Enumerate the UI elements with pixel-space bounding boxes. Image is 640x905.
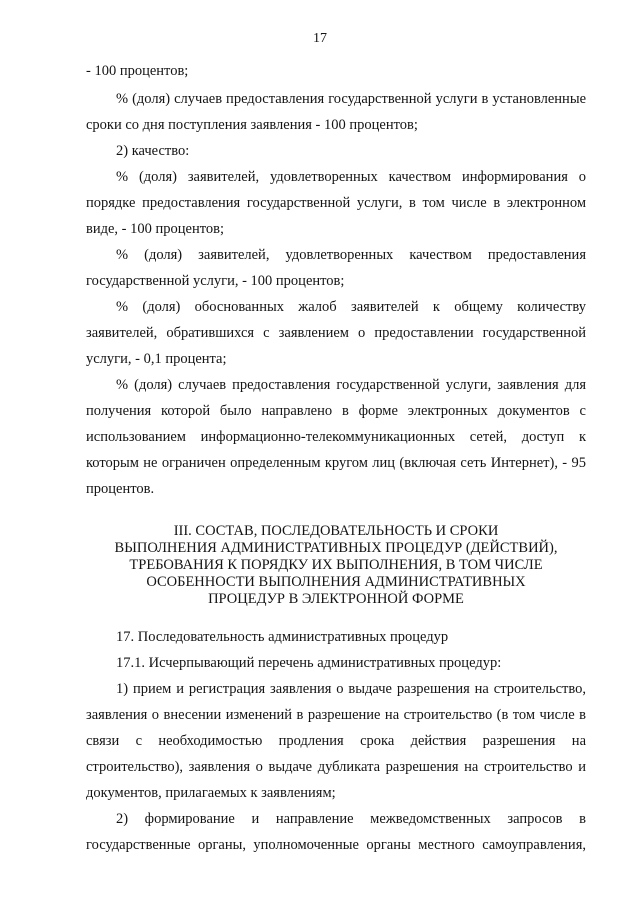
list-item-line: связи с необходимостью продления срока действия разрешения на <box>86 733 586 749</box>
list-item-line: 2) формирование и направление межведомственных запросов в <box>116 811 586 827</box>
paragraph-line: % (доля) случаев предоставления государственной услуги в установленные <box>116 91 586 107</box>
paragraph-line: виде, - 100 процентов; <box>86 221 224 237</box>
list-item-line: документов, прилагаемых к заявлениям; <box>86 785 336 801</box>
section-heading-line: ВЫПОЛНЕНИЯ АДМИНИСТРАТИВНЫХ ПРОЦЕДУР (ДЕЙСТВИЙ), <box>114 540 558 556</box>
paragraph-line: государственной услуги, - 100 процентов; <box>86 273 345 289</box>
paragraph-line: которым не ограничен определенным кругом лиц (включая сеть Интернет), - 95 <box>86 455 586 471</box>
clause-title: 17. Последовательность административных процедур <box>116 629 449 645</box>
paragraph-line: порядке предоставления государственной услуги, в том числе в электронном <box>86 195 586 211</box>
paragraph-line: 2) качество: <box>116 143 190 159</box>
paragraph-line: заявителей, обратившихся с заявлением о предоставлении государственной <box>86 325 586 341</box>
page-number: 17 <box>313 31 327 46</box>
list-item-line: 1) прием и регистрация заявления о выдаче разрешения на строительство, <box>116 681 586 697</box>
paragraph-line: услуги, - 0,1 процента; <box>86 351 227 367</box>
paragraph-line: % (доля) случаев предоставления государственной услуги, заявления для <box>116 377 586 393</box>
section-heading-line: ОСОБЕННОСТИ ВЫПОЛНЕНИЯ АДМИНИСТРАТИВНЫХ <box>146 574 526 590</box>
paragraph-line: % (доля) заявителей, удовлетворенных качеством информирования о <box>116 169 586 185</box>
paragraph-line: - 100 процентов; <box>86 63 189 79</box>
section-heading-line: III. СОСТАВ, ПОСЛЕДОВАТЕЛЬНОСТЬ И СРОКИ <box>173 523 499 539</box>
list-item-line: строительство), заявления о выдаче дубликата разрешения на строительство и <box>86 759 586 775</box>
clause-subtitle: 17.1. Исчерпывающий перечень административных процедур: <box>116 655 502 671</box>
section-heading-line: ПРОЦЕДУР В ЭЛЕКТРОННОЙ ФОРМЕ <box>208 591 464 607</box>
section-heading-line: ТРЕБОВАНИЯ К ПОРЯДКУ ИХ ВЫПОЛНЕНИЯ, В ТОМ ЧИСЛЕ <box>129 557 543 573</box>
paragraph-line: получения которой было направлено в форме электронных документов с <box>86 403 586 419</box>
paragraph-line: сроки со дня поступления заявления - 100 процентов; <box>86 117 418 133</box>
list-item-line: заявления о внесении изменений в разрешение на строительство (в том числе в <box>86 707 586 723</box>
paragraph-line: % (доля) обоснованных жалоб заявителей к общему количеству <box>116 299 586 315</box>
paragraph-line: процентов. <box>86 481 155 497</box>
list-item-line: государственные органы, уполномоченные органы местного самоуправления, <box>86 837 586 853</box>
paragraph-line: % (доля) заявителей, удовлетворенных качеством предоставления <box>116 247 586 263</box>
paragraph-line: использованием информационно-телекоммуникационных сетей, доступ к <box>86 429 586 445</box>
